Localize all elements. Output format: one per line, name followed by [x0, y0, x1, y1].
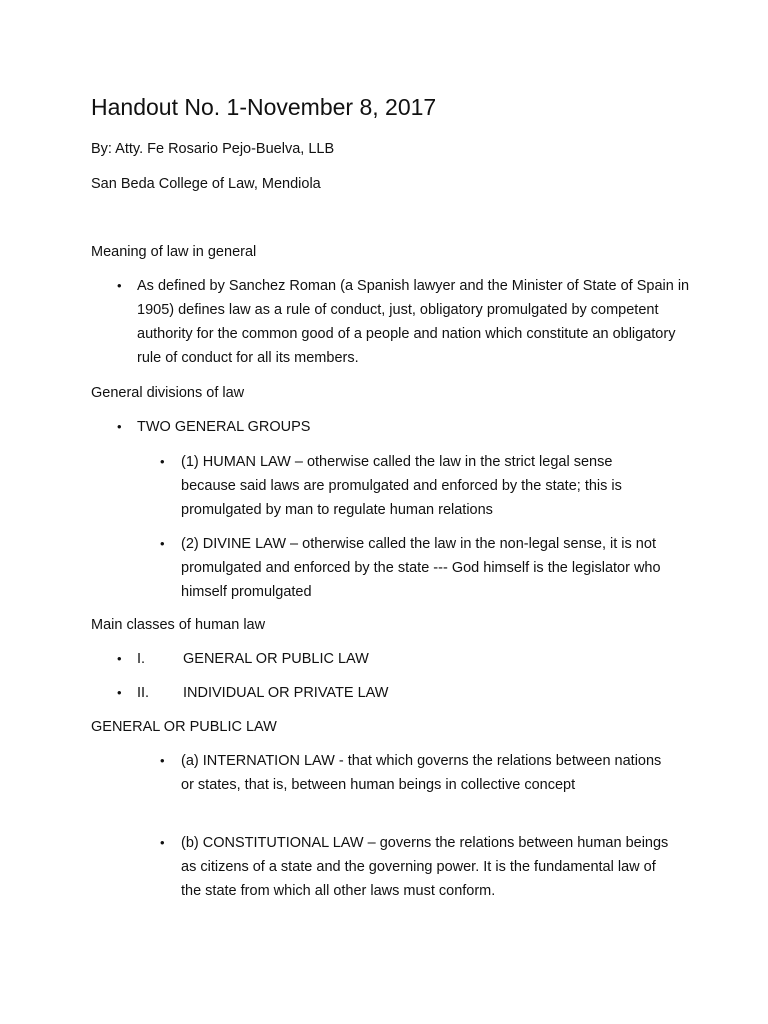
bullet-glyph: • [117, 685, 122, 700]
bullet-glyph: • [160, 536, 165, 551]
public-item-international-law: (a) INTERNATION LAW - that which governs the relations between nations or states, that is, between human beings in collective concept [181, 753, 662, 793]
section-heading-public-law: GENERAL OR PUBLIC LAW [91, 719, 277, 735]
bullet-glyph: • [117, 651, 122, 666]
classes-item-text: INDIVIDUAL OR PRIVATE LAW [183, 685, 389, 701]
meaning-definition: As defined by Sanchez Roman (a Spanish lawyer and the Minister of State of Spain in 1905) defines law as a rule of conduct, just, obligatory promulgated by competent authority for the common good of a people and nation which constitute an obligatory rule of conduct for all its members. [137, 278, 690, 366]
classes-item [137, 647, 369, 671]
section-heading-meaning: Meaning of law in general [91, 244, 257, 260]
classes-item-number: II. [137, 685, 150, 701]
section-heading-classes: Main classes of human law [91, 617, 266, 633]
divisions-item-human-law: (1) HUMAN LAW – otherwise called the law in the strict legal sense because said laws are promulgated and enforced by the state; this is promulgated by man to regulate human relations [181, 454, 622, 518]
page-title: Handout No. 1-November 8, 2017 [91, 94, 437, 120]
public-item-constitutional-law: (b) CONSTITUTIONAL LAW – governs the relations between human beings as citizens of a state and the governing power. It is the fundamental law of the state from which all other laws must conform. [181, 835, 669, 899]
divisions-group: TWO GENERAL GROUPS [137, 419, 311, 435]
classes-item-number: I. [137, 651, 146, 667]
classes-item [137, 681, 388, 705]
divisions-item-divine-law: (2) DIVINE LAW – otherwise called the law in the non-legal sense, it is not promulgated and enforced by the state --- God himself is the legislator who himself promulgated [181, 536, 661, 600]
bullet-glyph: • [117, 278, 122, 293]
bullet-glyph: • [160, 454, 165, 469]
section-heading-divisions: General divisions of law [91, 385, 245, 401]
bullet-glyph: • [160, 835, 165, 850]
school-line: San Beda College of Law, Mendiola [91, 176, 321, 192]
author-line: By: Atty. Fe Rosario Pejo-Buelva, LLB [91, 141, 335, 157]
classes-item-text: GENERAL OR PUBLIC LAW [183, 651, 369, 667]
bullet-glyph: • [160, 753, 165, 768]
bullet-glyph: • [117, 419, 122, 434]
